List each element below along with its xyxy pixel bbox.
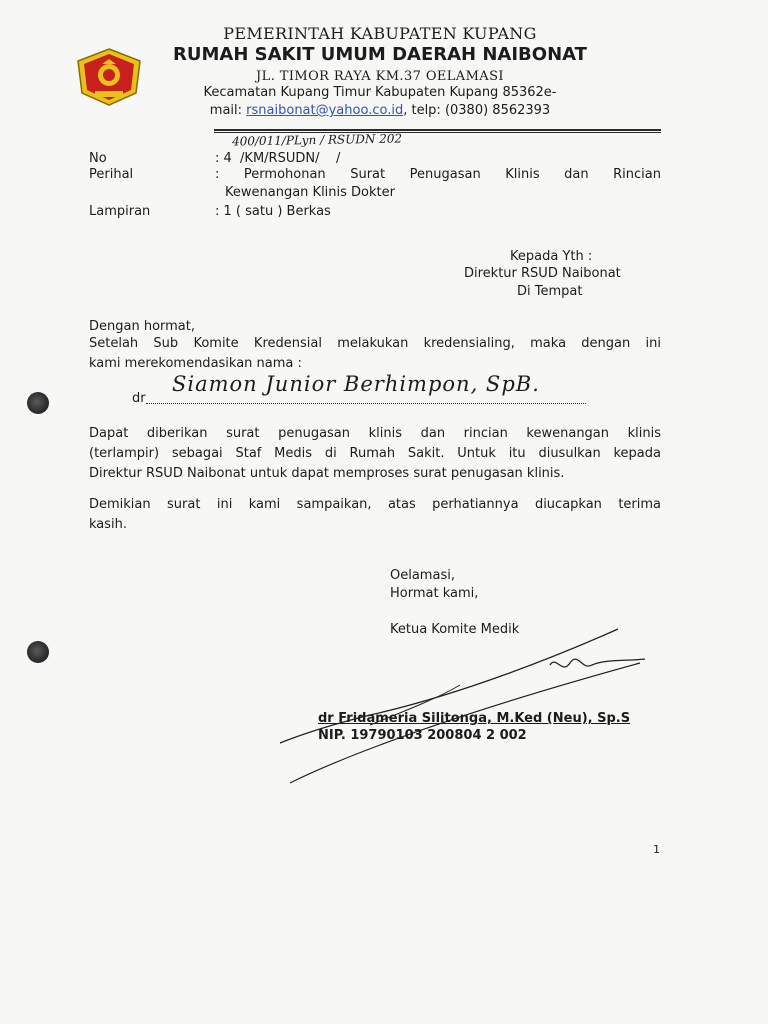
paragraph-3-line-1: Demikian surat ini kami sampaikan, atas perhatiannya diucapkan terima xyxy=(89,497,661,512)
signature-scribble xyxy=(260,625,660,785)
recipient-line-3: Di Tempat xyxy=(517,284,583,299)
closing-position: Ketua Komite Medik xyxy=(390,622,520,637)
government-name: PEMERINTAH KABUPATEN KUPANG xyxy=(223,24,537,43)
hospital-name: RUMAH SAKIT UMUM DAERAH NAIBONAT xyxy=(173,44,587,65)
greeting: Dengan hormat, xyxy=(89,319,196,334)
perihal-label: Perihal xyxy=(89,167,134,182)
page-number: 1 xyxy=(653,843,660,856)
doctor-name-handwritten: Siamon Junior Berhimpon, SpB. xyxy=(172,372,540,396)
perihal-line-1: : Permohonan Surat Penugasan Klinis dan Rincian xyxy=(215,167,661,182)
punch-hole-bottom xyxy=(27,641,49,663)
hospital-logo xyxy=(74,47,144,107)
lampiran-value: : 1 ( satu ) Berkas xyxy=(215,204,331,219)
perihal-line-2: Kewenangan Klinis Dokter xyxy=(225,185,395,200)
paragraph-1-line-1: Setelah Sub Komite Kredensial melakukan kredensialing, maka dengan ini xyxy=(89,336,661,351)
signer-nip: NIP. 19790103 200804 2 002 xyxy=(318,728,527,743)
paragraph-2-line-3: Direktur RSUD Naibonat untuk dapat memproses surat penugasan klinis. xyxy=(89,466,565,481)
paragraph-2-line-1: Dapat diberikan surat penugasan klinis dan rincian kewenangan klinis xyxy=(89,426,661,441)
lampiran-label: Lampiran xyxy=(89,204,151,219)
paragraph-1-line-2: kami merekomendasikan nama : xyxy=(89,356,302,371)
letterhead-divider xyxy=(214,129,661,131)
email-link[interactable]: rsnaibonat@yahoo.co.id xyxy=(246,103,404,118)
recipient-line-1: Kepada Yth : xyxy=(510,249,593,264)
mail-prefix: mail: xyxy=(209,103,247,118)
hospital-address: JL. TIMOR RAYA KM.37 OELAMASI xyxy=(256,69,504,84)
paragraph-3 xyxy=(89,495,661,535)
signer-name: dr Fridameria Silitonga, M.Ked (Neu), Sp.S xyxy=(318,711,631,726)
no-value: : 4 /KM/RSUDN/ / xyxy=(215,151,341,166)
paragraph-3-line-2: kasih. xyxy=(89,517,128,532)
hospital-district: Kecamatan Kupang Timur Kabupaten Kupang 85362e- xyxy=(203,85,557,100)
phone-text: , telp: (0380) 8562393 xyxy=(403,103,551,118)
paragraph-2 xyxy=(89,424,661,484)
doctor-prefix: dr xyxy=(132,391,146,406)
hospital-contact xyxy=(160,103,600,118)
recipient-line-2: Direktur RSUD Naibonat xyxy=(464,266,621,281)
closing-regards: Hormat kami, xyxy=(390,586,479,601)
paragraph-1 xyxy=(89,334,661,374)
punch-hole-top xyxy=(27,392,49,414)
handwritten-letter-number: 400/011/PLyn / RSUDN 202 xyxy=(231,131,403,149)
paragraph-2-line-2: (terlampir) sebagai Staf Medis di Rumah Sakit. Untuk itu diusulkan kepada xyxy=(89,446,661,461)
doctor-name-line xyxy=(146,402,586,404)
no-label: No xyxy=(89,151,107,166)
closing-place: Oelamasi, xyxy=(390,568,455,583)
